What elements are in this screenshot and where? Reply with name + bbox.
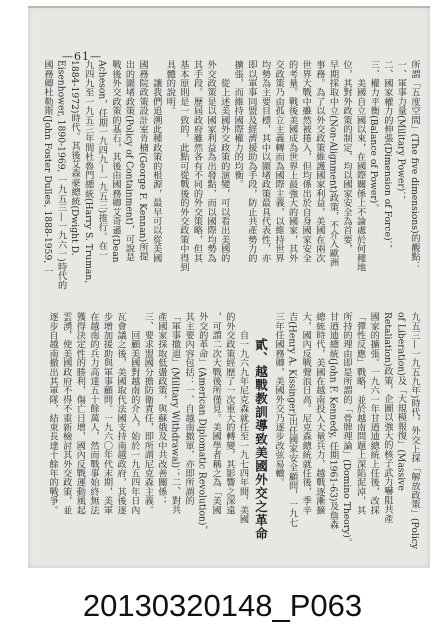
- text-column: 的考量。戰後美國成為世界上最強大的國家，其外: [286, 60, 298, 263]
- text-column: 國家的擴張。一九六一年甘迺迪總統上任後，改採: [368, 312, 380, 515]
- text-column: 交政策乃由孤立主義轉而為國際主義，以維持世界: [273, 60, 285, 263]
- text-columns-right: [271, 312, 421, 562]
- text-column: 讓我們追溯此種政策的根源，最早可以從美國: [150, 60, 162, 263]
- text-column: ，可謂二次大戰後所僅見。美國學者稱之為「美國: [210, 312, 222, 515]
- page-number: —61—: [62, 50, 102, 63]
- text-column: 大，國內反戰聲浪日高。尼克森總統就任後，季辛: [300, 312, 312, 515]
- text-columns-left: [46, 312, 250, 562]
- text-column: Eisenhower, 1890-1969, 一九五三—一九六一)時代的: [55, 60, 67, 290]
- text-column: 所謂「五度空間」(The five dimensions)的觀點：: [409, 60, 420, 271]
- text-column: 從上述美國外交政策的演變，可以看出美國的: [218, 60, 230, 263]
- page-top-edge: [28, 6, 430, 8]
- text-column: 早期採取中立(Non-Alignment)政策，不介入歐洲: [327, 60, 339, 267]
- text-column: 總統時代，美國在越南投入大量兵力，越戰逐漸擴: [313, 312, 325, 515]
- text-column: 戰後外交政策的基石，其後由國務卿艾奇遜(Dean: [109, 60, 121, 263]
- text-block-top: [40, 60, 421, 306]
- text-column: 外交的革命」(American Diplomatic Revolution)，: [196, 312, 208, 535]
- section-heading: 貳、越戰教訓導致美國外交之革命: [253, 338, 269, 541]
- text-column: 基本原則是一致的，此點可從戰後的外交政策中得到: [177, 60, 189, 272]
- text-column: 吉(Henry A. Kissinger)出任國家安全顧問，一九七: [286, 312, 298, 527]
- text-column: 自一九六九年尼克森就任至一九七四年間，美國: [237, 312, 249, 524]
- text-column: 產國家採取低盪政策，與蘇俄及中共改善關係；: [155, 312, 167, 506]
- text-column: 一、軍事力量(Military Power)；: [395, 60, 407, 201]
- scanned-page: [28, 6, 430, 568]
- text-column: 回顧美國對越南的介入，始於一九五四年日內: [128, 312, 140, 515]
- text-column: 雲湧，使美國政府不得不重新檢討其外交政策，並: [60, 312, 72, 515]
- text-column: 二、國家權力的伸張(Dimension of Force)；: [381, 60, 393, 250]
- text-column: 其主要內容包括：一、自越南撤軍，亦即所謂的: [183, 312, 195, 506]
- text-column: 步增加援助與軍事顧問。一九六〇年代末期，美軍: [101, 312, 113, 515]
- text-column: Retaliation)政策，企圖以強大的核子武力嚇阻共產: [381, 312, 393, 523]
- text-column: 獲得決定性的勝利，傷亡日增，國內反戰運動風起: [74, 312, 86, 515]
- text-column: 九五三—一九五九年)時代，外交上採「解放政策」(Policy: [409, 312, 420, 550]
- text-column: 美國自立國以來，在國際關係上不論處於何種地: [354, 60, 366, 272]
- text-column: of Liberation)及「大規模報復」(Massive: [395, 312, 407, 491]
- text-column: 甘迺迪總統(John F. Kennedy, 任期1961-63)及詹森: [327, 312, 339, 530]
- text-column: 逐步自越南撤出其軍隊，結束長達十餘年的戰爭。: [47, 312, 59, 515]
- text-column: 擴張，而維持國際權力的均衡。: [232, 60, 244, 189]
- text-column: 三、要求盟國分擔防衛責任，即所謂尼克森主義。: [142, 312, 154, 515]
- text-column: 事務。為了以外交政策維護國家利益，美國在兩次: [313, 60, 325, 263]
- text-columns-top: [40, 60, 421, 306]
- text-column: 國務卿杜勒斯(John Foster Dulles, 1888-1959, 一: [41, 60, 53, 276]
- text-column: 外交政策是以國家利益為出發點，而以國際均勢為: [205, 60, 217, 263]
- text-column: 其手段。歷屆政府雖然各有不同的外交策略，但其: [191, 60, 203, 263]
- text-column: 的外交政策經歷了一次重大的轉變，其影響之深遠: [223, 312, 235, 515]
- text-column: 國務院政策設計室肯楠(George F. Kennan)所提: [137, 60, 149, 261]
- text-column: 所持的理由即是所謂的「骨牌理論」(Domino Theory)。: [341, 312, 353, 548]
- text-column: 瓦會議之後，美國取代法國支持南越政府，其後逐: [115, 312, 127, 515]
- text-column: 「軍事撤退」(Military Withdrawal)；二、對共: [169, 312, 181, 515]
- text-column: 「彈性反應」戰略，並於越南問題上深陷泥淖，其: [354, 312, 366, 515]
- text-block-bottom: [46, 312, 421, 562]
- text-column: 1884-1972)時代。其後艾森豪總統(Dwight D.: [69, 60, 81, 256]
- text-column: 位，其對外政策的制定，均以國家安全為首要，: [341, 60, 353, 254]
- text-column: 三年任國務卿，美國外交乃逐步改弦易轍。: [273, 312, 285, 487]
- image-id-caption: 20130320148_P063: [82, 588, 363, 623]
- text-column: Acheson，任期一九四九—一九五三)推行。在一: [96, 60, 108, 260]
- text-column: 具體的說明。: [164, 60, 176, 116]
- text-column: 均勢為主要目標，其中以圍堵政策最具代表性，亦: [259, 60, 271, 263]
- text-column: 即以軍事同盟及經濟援助為手段，防止共產勢力的: [245, 60, 257, 263]
- text-column: 世界大戰中雖然被捲入，但均係出於自身國家安全: [300, 60, 312, 263]
- text-column: 九四九至一九五三年間杜魯門總統(Harry S. Truman,: [82, 60, 94, 284]
- text-column: 出的圍堵政策(Policy of Containment)，可說是: [123, 60, 135, 262]
- text-column: 三、權力平衡(Balance of Power)。: [368, 60, 380, 213]
- text-column: 在越南的兵力高達五十餘萬人，然而戰事始終無法: [87, 312, 99, 515]
